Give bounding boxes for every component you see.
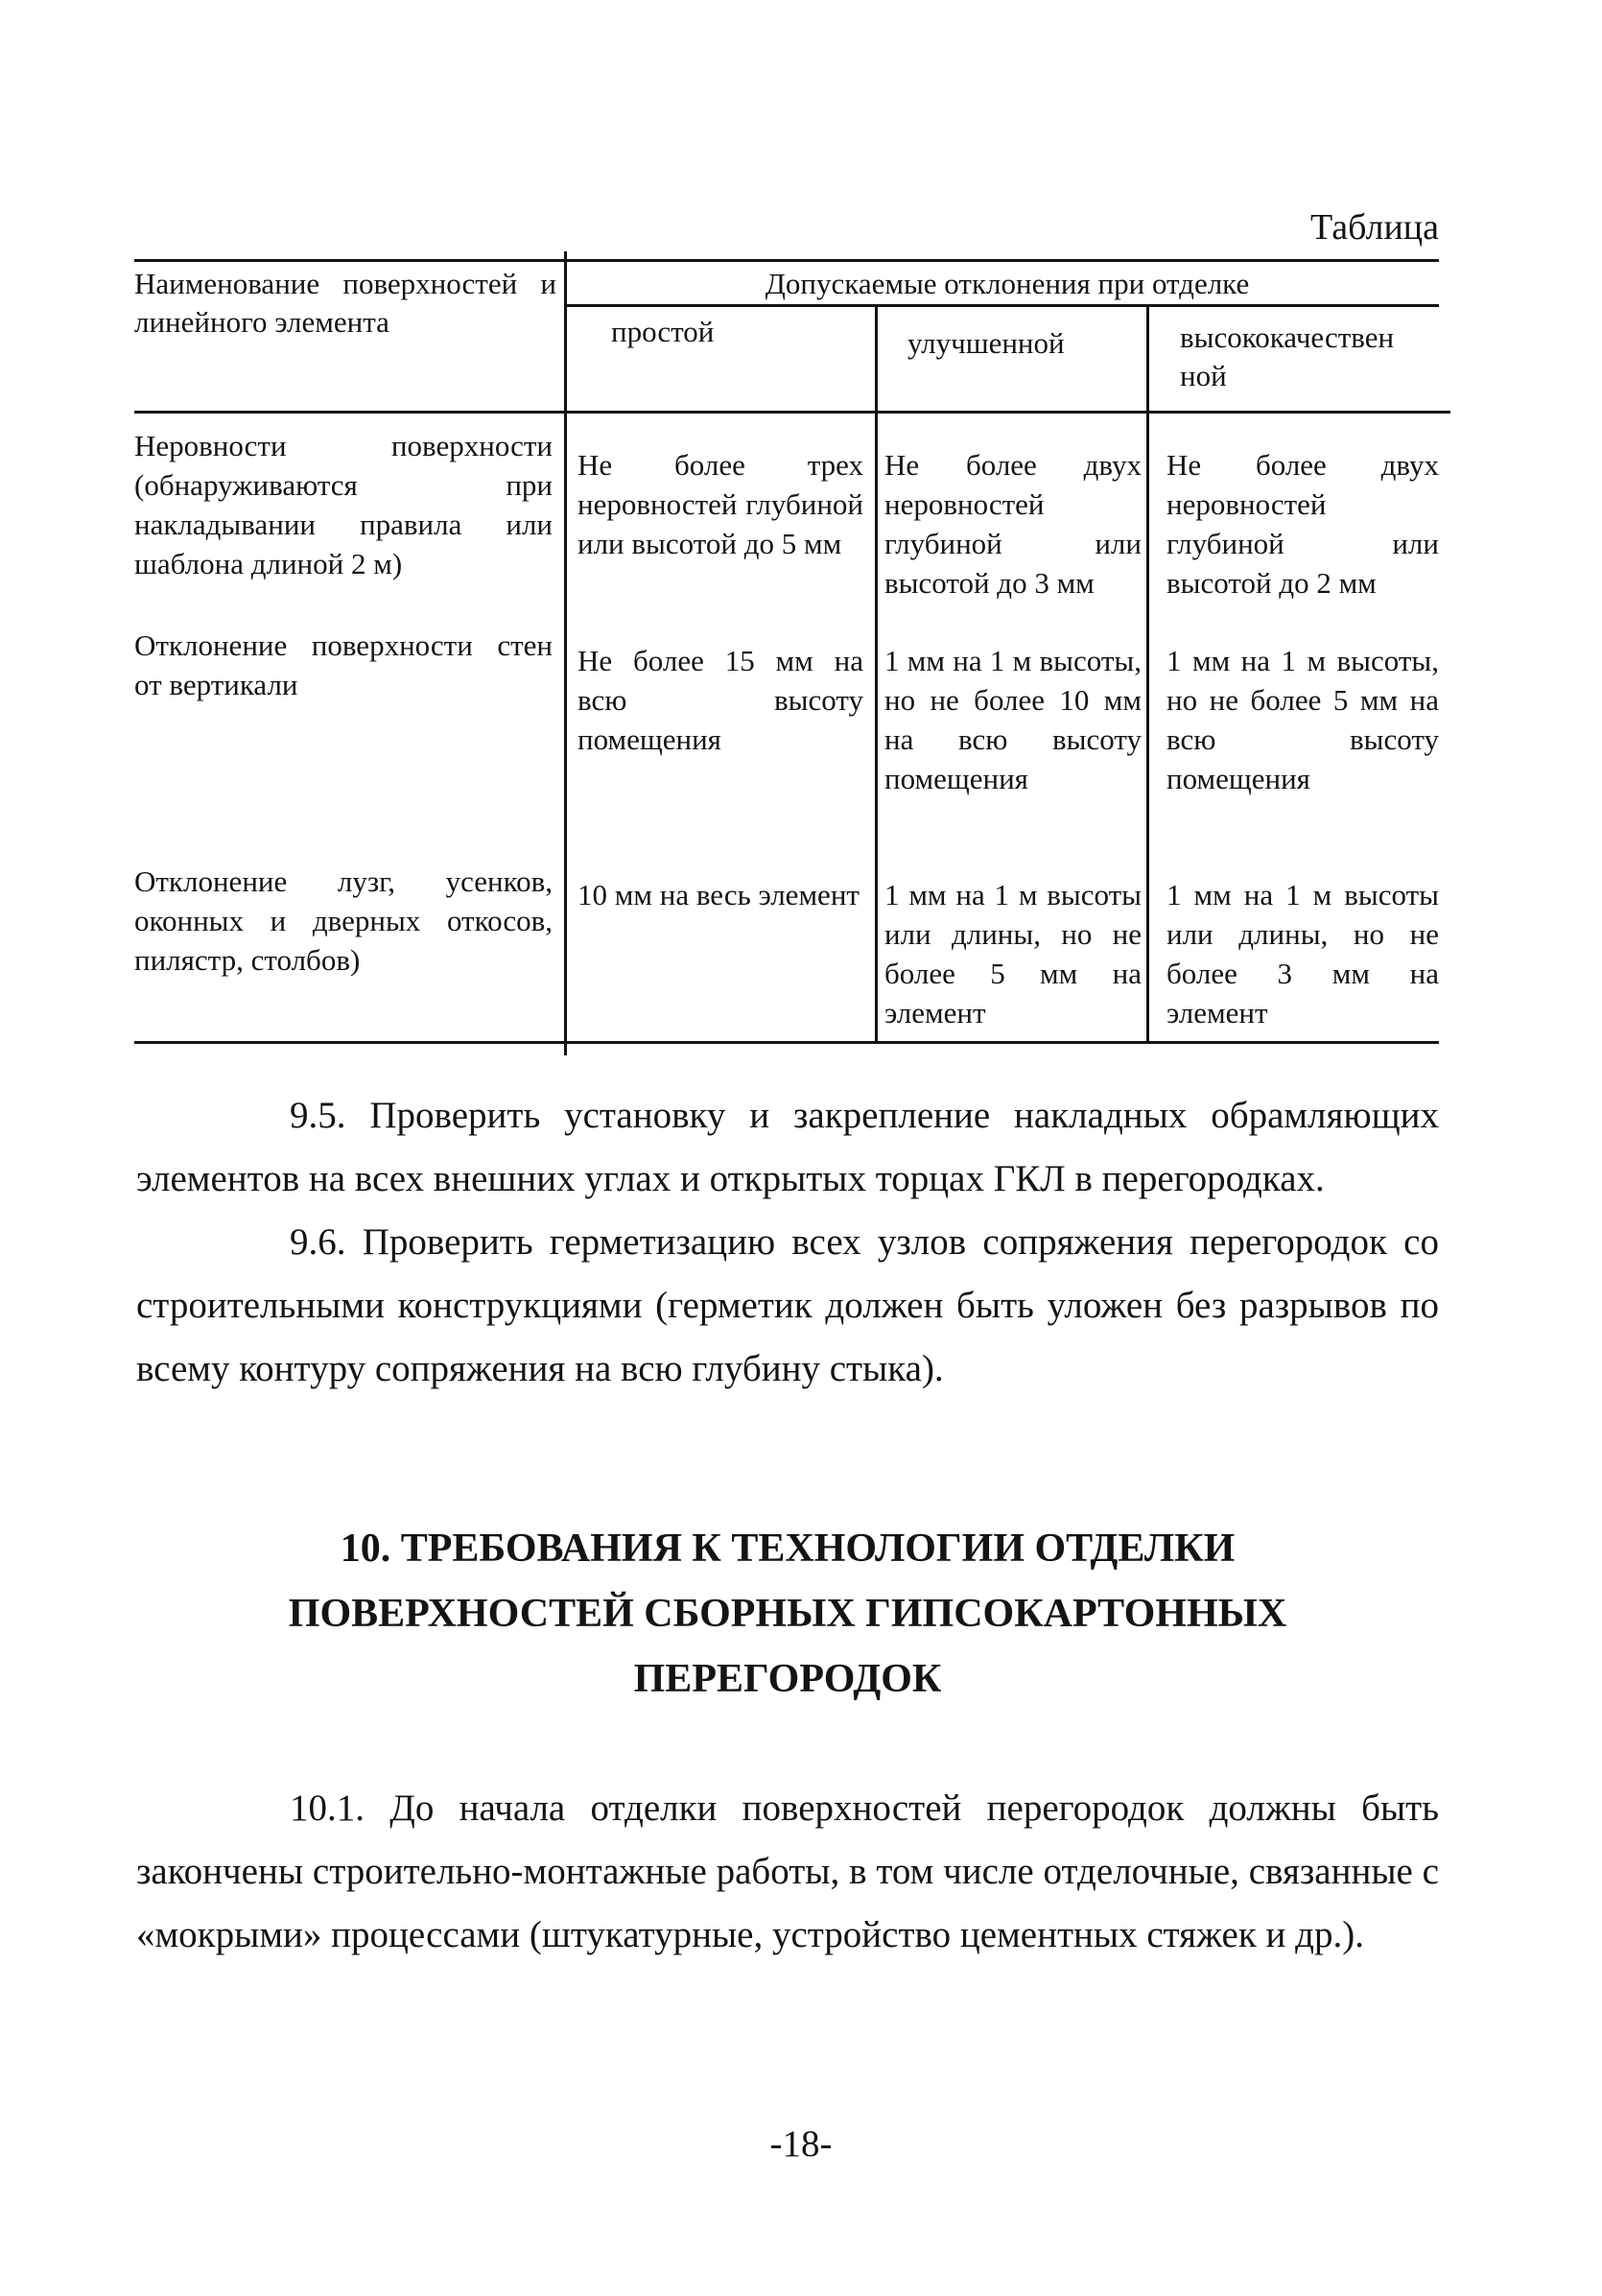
table-col-divider-1 — [564, 251, 567, 1055]
table-row-2-simple: Не более 15 мм на всю высоту помещения — [577, 644, 863, 756]
section-heading-line-3: ПЕРЕГОРОДОК — [633, 1657, 942, 1701]
paragraph-9-5 — [136, 1084, 1439, 1211]
page-number: -18- — [769, 2123, 833, 2165]
table-row-3-name: Отклонение лузг, усенков, оконных и дверных откосов, пилястр, столбов) — [134, 864, 553, 977]
table-row-1-improved: Не более двух неровностей глубиной или высотой до 3 мм — [884, 448, 1142, 600]
table-col-divider-2 — [875, 305, 878, 1042]
table-row-3-high: 1 мм на 1 м высоты или длины, но не более 3 мм на элемент — [1166, 878, 1439, 1030]
table-row-3-simple: 10 мм на весь элемент — [577, 878, 860, 911]
table-row-2-name: Отклонение поверхности стен от вертикали — [134, 628, 553, 701]
section-heading-line-1: 10. ТРЕБОВАНИЯ К ТЕХНОЛОГИИ ОТДЕЛКИ — [340, 1527, 1236, 1571]
table-col-divider-3 — [1146, 305, 1149, 1042]
table-header-simple: простой — [611, 315, 715, 348]
table-top-rule — [134, 259, 1439, 262]
paragraph-9-6-text: 9.6. Проверить герметизацию всех узлов сопряжения перегородок со строительными конструкциями (герметик должен быть уложен без разрывов по всему контуру сопряжения на всю глубину стыка). — [136, 1221, 1439, 1389]
paragraph-10-1-text: 10.1. До начала отделки поверхностей перегородок должны быть закончены строительно-монтажные работы, в том числе отделочные, связанные с «мокрыми» процессами (штукатурные, устройство цементных стяжек и др.). — [136, 1787, 1439, 1955]
table-header-improved: улучшенной — [907, 326, 1065, 360]
table-row-1-high: Не более двух неровностей глубиной или высотой до 2 мм — [1166, 448, 1439, 600]
table-header-group: Допускаемые отклонения при отделке — [765, 267, 1250, 300]
table-caption: Таблица — [1309, 207, 1439, 248]
paragraph-9-5-text: 9.5. Проверить установку и закрепление накладных обрамляющих элементов на всех внешних углах и открытых торцах ГКЛ в перегородках. — [136, 1095, 1439, 1199]
table-header-high: высококачествен ной — [1180, 320, 1395, 392]
table-header-bottom-rule — [134, 411, 1450, 414]
section-heading-line-2: ПОВЕРХНОСТЕЙ СБОРНЫХ ГИПСОКАРТОННЫХ — [288, 1592, 1287, 1636]
table-row-1-name: Неровности поверхности (обнаруживаются при накладывании правила или шаблона длиной 2 м) — [134, 429, 553, 580]
table-row-1-simple: Не более трех неровностей глубиной или высотой до 5 мм — [577, 448, 863, 560]
paragraph-9-6 — [136, 1211, 1439, 1401]
section-heading — [136, 1516, 1439, 1712]
table-row-2-high: 1 мм на 1 м высоты, но не более 5 мм на всю высоту помещения — [1166, 644, 1439, 795]
table-header-name: Наименование поверхностей и линейного элемента — [134, 267, 556, 339]
table-row-3-improved: 1 мм на 1 м высоты или длины, но не более 5 мм на элемент — [884, 878, 1142, 1030]
paragraph-10-1 — [136, 1777, 1439, 1967]
table-row-2-improved: 1 мм на 1 м высоты, но не более 10 мм на всю высоту помещения — [884, 644, 1142, 795]
table-bottom-rule — [134, 1041, 1439, 1044]
table-group-rule — [566, 304, 1439, 307]
